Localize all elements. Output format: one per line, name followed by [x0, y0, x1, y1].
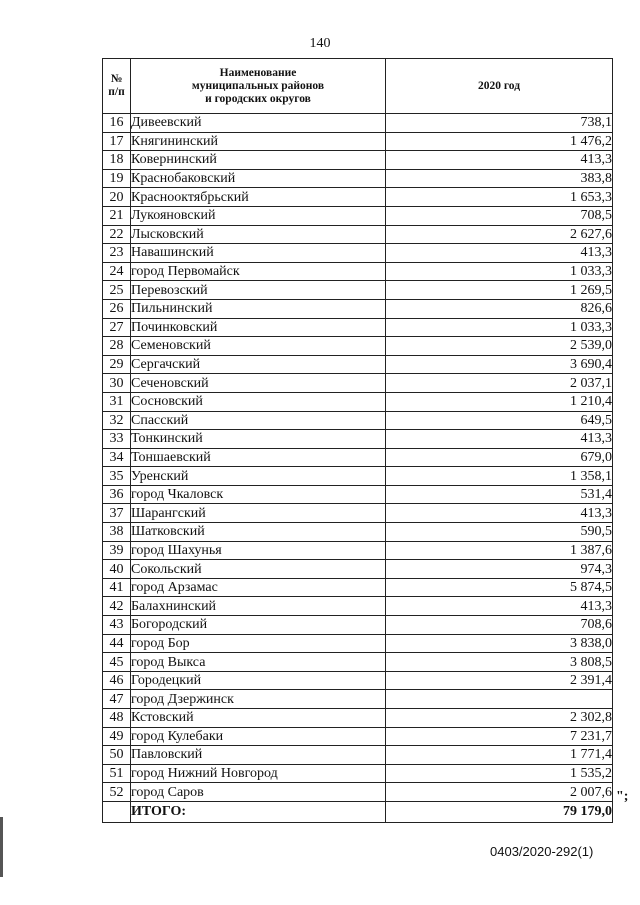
row-number: 32 — [103, 411, 131, 430]
row-number: 31 — [103, 392, 131, 411]
row-number: 19 — [103, 169, 131, 188]
row-number: 47 — [103, 690, 131, 709]
table-row — [103, 448, 613, 467]
row-number: 50 — [103, 746, 131, 765]
table-row — [103, 634, 613, 653]
table-row — [103, 337, 613, 356]
margin-mark — [0, 817, 3, 877]
table-row — [103, 281, 613, 300]
amount-2020: 1 653,3 — [386, 188, 613, 207]
amount-2020: 3 808,5 — [386, 653, 613, 672]
amount-2020: 531,4 — [386, 485, 613, 504]
amount-2020: 2 627,6 — [386, 225, 613, 244]
amount-2020: 1 535,2 — [386, 764, 613, 783]
row-number: 40 — [103, 560, 131, 579]
table-body — [103, 114, 613, 823]
amount-2020: 679,0 — [386, 448, 613, 467]
row-number: 23 — [103, 244, 131, 263]
district-name: Уренский — [131, 467, 386, 486]
table-row — [103, 355, 613, 374]
row-number: 18 — [103, 151, 131, 170]
total-label: ИТОГО: — [131, 801, 386, 822]
amount-2020: 1 387,6 — [386, 541, 613, 560]
table-row — [103, 244, 613, 263]
row-number: 25 — [103, 281, 131, 300]
district-name: Тоншаевский — [131, 448, 386, 467]
table-row — [103, 541, 613, 560]
row-number: 24 — [103, 262, 131, 281]
amount-2020: 2 302,8 — [386, 709, 613, 728]
row-number: 17 — [103, 132, 131, 151]
district-name: Краснооктябрьский — [131, 188, 386, 207]
row-number: 22 — [103, 225, 131, 244]
district-name: Починковский — [131, 318, 386, 337]
amount-2020: 2 391,4 — [386, 671, 613, 690]
district-name: город Дзержинск — [131, 690, 386, 709]
district-name: Краснобаковский — [131, 169, 386, 188]
table-row — [103, 523, 613, 542]
amount-2020: 383,8 — [386, 169, 613, 188]
district-name: город Бор — [131, 634, 386, 653]
amount-2020: 1 476,2 — [386, 132, 613, 151]
table-row — [103, 262, 613, 281]
row-number: 35 — [103, 467, 131, 486]
amount-2020: 708,6 — [386, 616, 613, 635]
district-name: Павловский — [131, 746, 386, 765]
table-row — [103, 560, 613, 579]
amount-2020: 413,3 — [386, 504, 613, 523]
district-name: Городецкий — [131, 671, 386, 690]
district-name: Кстовский — [131, 709, 386, 728]
district-name: город Саров — [131, 783, 386, 802]
amount-2020: 708,5 — [386, 206, 613, 225]
table-row — [103, 764, 613, 783]
row-number: 42 — [103, 597, 131, 616]
district-name: Спасский — [131, 411, 386, 430]
table-row — [103, 151, 613, 170]
district-name: Шарангский — [131, 504, 386, 523]
district-name: Лысковский — [131, 225, 386, 244]
district-name: город Кулебаки — [131, 727, 386, 746]
row-number: 45 — [103, 653, 131, 672]
amount-2020: 2 037,1 — [386, 374, 613, 393]
district-name: Тонкинский — [131, 430, 386, 449]
table-row — [103, 578, 613, 597]
row-number: 29 — [103, 355, 131, 374]
amount-2020: 738,1 — [386, 114, 613, 133]
district-name: Богородский — [131, 616, 386, 635]
table-row — [103, 169, 613, 188]
amount-2020: 3 690,4 — [386, 355, 613, 374]
amount-2020: 590,5 — [386, 523, 613, 542]
row-number: 44 — [103, 634, 131, 653]
allocation-table — [102, 58, 613, 823]
row-number: 26 — [103, 299, 131, 318]
table-row — [103, 709, 613, 728]
row-number: 21 — [103, 206, 131, 225]
closing-quote: "; — [616, 789, 629, 804]
table-header-row — [103, 59, 613, 114]
row-number: 49 — [103, 727, 131, 746]
amount-2020: 1 033,3 — [386, 318, 613, 337]
table-row — [103, 225, 613, 244]
district-name: город Шахунья — [131, 541, 386, 560]
row-number: 36 — [103, 485, 131, 504]
district-name: Ковернинский — [131, 151, 386, 170]
header-name — [131, 59, 386, 114]
page-number: 140 — [309, 36, 331, 51]
table-row — [103, 690, 613, 709]
district-name: Сеченовский — [131, 374, 386, 393]
row-number: 48 — [103, 709, 131, 728]
amount-2020: 1 033,3 — [386, 262, 613, 281]
row-number: 27 — [103, 318, 131, 337]
amount-2020: 1 210,4 — [386, 392, 613, 411]
row-number: 34 — [103, 448, 131, 467]
total-num-cell — [103, 801, 131, 822]
district-name: город Первомайск — [131, 262, 386, 281]
row-number: 51 — [103, 764, 131, 783]
table-row — [103, 392, 613, 411]
row-number: 30 — [103, 374, 131, 393]
table-row — [103, 188, 613, 207]
table-row — [103, 430, 613, 449]
amount-2020: 1 358,1 — [386, 467, 613, 486]
row-number: 39 — [103, 541, 131, 560]
district-name: город Арзамас — [131, 578, 386, 597]
table-row — [103, 504, 613, 523]
table-row — [103, 374, 613, 393]
district-name: Сокольский — [131, 560, 386, 579]
table-row — [103, 114, 613, 133]
header-num-text: № п/п — [108, 73, 125, 98]
header-year — [386, 59, 613, 114]
amount-2020: 7 231,7 — [386, 727, 613, 746]
amount-2020: 413,3 — [386, 151, 613, 170]
district-name: город Нижний Новгород — [131, 764, 386, 783]
district-name: Перевозский — [131, 281, 386, 300]
table-row — [103, 746, 613, 765]
amount-2020 — [386, 690, 613, 709]
amount-2020: 3 838,0 — [386, 634, 613, 653]
amount-2020: 413,3 — [386, 244, 613, 263]
district-name: Балахнинский — [131, 597, 386, 616]
district-name: Княгининский — [131, 132, 386, 151]
table-row — [103, 467, 613, 486]
total-value: 79 179,0 — [386, 801, 613, 822]
amount-2020: 1 771,4 — [386, 746, 613, 765]
header-name-text: Наименование муниципальных районов и городских округов — [191, 66, 325, 105]
row-number: 46 — [103, 671, 131, 690]
row-number: 33 — [103, 430, 131, 449]
amount-2020: 649,5 — [386, 411, 613, 430]
row-number: 28 — [103, 337, 131, 356]
amount-2020: 2 007,6 — [386, 783, 613, 802]
amount-2020: 2 539,0 — [386, 337, 613, 356]
district-name: Навашинский — [131, 244, 386, 263]
row-number: 16 — [103, 114, 131, 133]
row-number: 37 — [103, 504, 131, 523]
table-row — [103, 411, 613, 430]
district-name: Сосновский — [131, 392, 386, 411]
amount-2020: 1 269,5 — [386, 281, 613, 300]
table-row — [103, 783, 613, 802]
district-name: Семеновский — [131, 337, 386, 356]
header-year-text: 2020 год — [477, 79, 521, 92]
district-name: Пильнинский — [131, 299, 386, 318]
table-row — [103, 727, 613, 746]
row-number: 43 — [103, 616, 131, 635]
district-name: город Выкса — [131, 653, 386, 672]
district-name: Лукояновский — [131, 206, 386, 225]
amount-2020: 413,3 — [386, 597, 613, 616]
amount-2020: 413,3 — [386, 430, 613, 449]
amount-2020: 974,3 — [386, 560, 613, 579]
table-row — [103, 671, 613, 690]
table-row — [103, 597, 613, 616]
table-row — [103, 485, 613, 504]
document-code: 0403/2020-292(1) — [490, 844, 594, 859]
table-row — [103, 318, 613, 337]
district-name: Дивеевский — [131, 114, 386, 133]
row-number: 52 — [103, 783, 131, 802]
amount-2020: 826,6 — [386, 299, 613, 318]
amount-2020: 5 874,5 — [386, 578, 613, 597]
row-number: 38 — [103, 523, 131, 542]
district-name: Сергачский — [131, 355, 386, 374]
district-name: Шатковский — [131, 523, 386, 542]
district-name: город Чкаловск — [131, 485, 386, 504]
table-row — [103, 132, 613, 151]
table-row — [103, 206, 613, 225]
header-num — [103, 59, 131, 114]
table-row — [103, 653, 613, 672]
row-number: 20 — [103, 188, 131, 207]
table-row — [103, 616, 613, 635]
table-row — [103, 299, 613, 318]
row-number: 41 — [103, 578, 131, 597]
total-row — [103, 801, 613, 822]
